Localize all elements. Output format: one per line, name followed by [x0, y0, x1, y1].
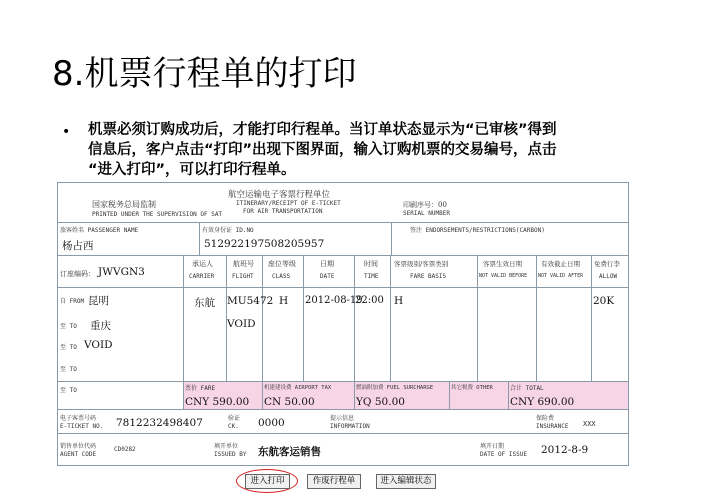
col-date-en: DATE	[320, 273, 335, 280]
segment-fare-basis: H	[394, 295, 404, 307]
col-fare-basis-en: FARE BASIS	[410, 273, 447, 280]
segment-class: H	[279, 295, 289, 307]
segment-flight: MU5472	[227, 295, 274, 307]
slide-title: 8.机票行程单的打印	[52, 54, 357, 94]
agent-code-label-cn: 销售单位代码	[60, 443, 97, 450]
passenger-name-label: 旅客姓名 PASSENGER NAME	[60, 227, 139, 234]
issue-date: 2012-8-9	[541, 444, 589, 456]
info-label-cn: 提示信息	[330, 415, 355, 422]
col-date-cn: 日期	[320, 260, 334, 268]
col-carrier-cn: 承运人	[192, 260, 213, 268]
doc-title-cn: 航空运输电子客票行程单位	[228, 190, 331, 200]
insurance-label-cn: 保险费	[536, 415, 555, 422]
total-value: CNY 690.00	[510, 396, 575, 408]
eticket-number: 7812232498407	[116, 417, 203, 429]
route-label: 自 FROM	[60, 298, 85, 305]
serial-label-cn: 印刷序号：00	[403, 201, 447, 209]
bullet-text	[88, 120, 678, 180]
fuel-surcharge-label: 燃油附加费 FUEL SURCHARGE	[356, 385, 434, 391]
edit-mode-button[interactable]: 进入编辑状态	[376, 474, 436, 489]
total-label: 合计 TOTAL	[510, 385, 544, 392]
col-not-valid-after-en: NOT VALID AFTER	[538, 273, 584, 279]
fare-label: 票价 FARE	[185, 385, 216, 392]
segment-date: 2012-08-19	[305, 295, 363, 306]
fare-value: CNY 590.00	[185, 396, 250, 408]
col-time-cn: 时间	[364, 260, 378, 268]
endorsement-label: 签注 ENDORSEMENTS/RESTRICTIONS(CARBON)	[410, 227, 545, 234]
issued-by-label-en: ISSUED BY	[214, 451, 247, 458]
airport-tax-label: 机建建设费 AIRPORT TAX	[264, 385, 332, 391]
col-carrier-en: CARRIER	[189, 273, 215, 280]
col-flight-cn: 航班号	[233, 260, 254, 268]
issue-date-label-cn: 填开日期	[480, 443, 505, 450]
segment-flight-void: VOID	[227, 318, 256, 330]
info-label-en: INFORMATION	[330, 423, 370, 430]
issued-by: 东航客运销售	[258, 446, 321, 458]
passenger-name: 杨占西	[62, 240, 94, 252]
bullet-line: 信息后，客户点击“打印”出现下图界面，输入订购机票的交易编号，点击	[88, 142, 557, 158]
bullet-line: “进入打印”，可以打印行程单。	[88, 162, 296, 178]
tax-bureau-cn: 国家税务总局监制	[92, 200, 156, 209]
booking-code: JWVGN3	[98, 266, 145, 278]
route-label: 至 TO	[60, 323, 77, 330]
airport-tax-value: CN 50.00	[264, 396, 315, 408]
col-time-en: TIME	[364, 273, 379, 280]
col-not-valid-before-cn: 客票生效日期	[483, 260, 522, 268]
col-flight-en: FLIGHT	[232, 273, 254, 280]
id-number: 512922197508205957	[204, 238, 325, 250]
col-allow-en: ALLOW	[599, 273, 618, 280]
issue-date-label-en: DATE OF ISSUE	[480, 451, 527, 458]
ck-label-cn: 验证	[228, 415, 241, 422]
route-city: 昆明	[88, 295, 109, 307]
id-label: 有效身份证 ID.NO	[202, 227, 254, 234]
route-city: VOID	[84, 339, 113, 351]
col-class-en: CLASS	[272, 273, 291, 280]
bullet-line: 机票必须订购成功后，才能打印行程单。当订单状态显示为“已审核”得到	[88, 122, 557, 138]
col-class-cn: 座位等级	[268, 260, 296, 268]
segment-time: 22:00	[355, 295, 384, 306]
agent-code: CD0282	[114, 446, 136, 453]
segment-allow: 20K	[593, 295, 615, 307]
ck-value: 0000	[258, 417, 285, 429]
insurance-label-en: INSURANCE	[536, 423, 569, 430]
doc-title-en2: FOR AIR TRANSPORTATION	[243, 208, 323, 215]
fuel-surcharge-value: YQ 50.00	[356, 396, 405, 408]
print-button[interactable]: 进入打印	[245, 474, 290, 489]
col-not-valid-after-cn: 有效截止日期	[541, 260, 580, 268]
col-not-valid-before-en: NOT VALID BEFORE	[479, 273, 528, 279]
route-label: 至 TO	[60, 387, 77, 394]
doc-title-en1: ITINERARY/RECEIPT OF E-TICKET	[236, 200, 341, 207]
route-city: 重庆	[90, 320, 111, 332]
serial-label-en: SERIAL NUMBER	[403, 210, 450, 217]
agent-code-label-en: AGENT CODE	[60, 451, 97, 458]
insurance-value: XXX	[583, 420, 596, 428]
void-itinerary-button[interactable]: 作废行程单	[307, 474, 361, 489]
ck-label-en: CK.	[228, 423, 239, 430]
bullet-dot: •	[62, 124, 71, 140]
col-fare-basis-cn: 客票级别/客票类别	[394, 260, 449, 268]
col-allow-cn: 免费行李	[594, 260, 620, 268]
other-tax-label: 其它税费 OTHER	[451, 385, 493, 391]
itinerary-ticket-form	[57, 182, 629, 466]
segment-carrier: 东航	[194, 297, 215, 309]
eticket-label-cn: 电子客票号码	[60, 415, 97, 422]
route-label: 至 TO	[60, 366, 77, 373]
booking-code-label: 订座编码：	[60, 270, 95, 278]
route-label: 至 TO	[60, 344, 77, 351]
eticket-label-en: E-TICKET NO.	[60, 423, 104, 430]
issued-by-label-cn: 填开单位	[214, 443, 239, 450]
tax-bureau-en: PRINTED UNDER THE SUPERVISION OF SAT	[92, 211, 223, 218]
